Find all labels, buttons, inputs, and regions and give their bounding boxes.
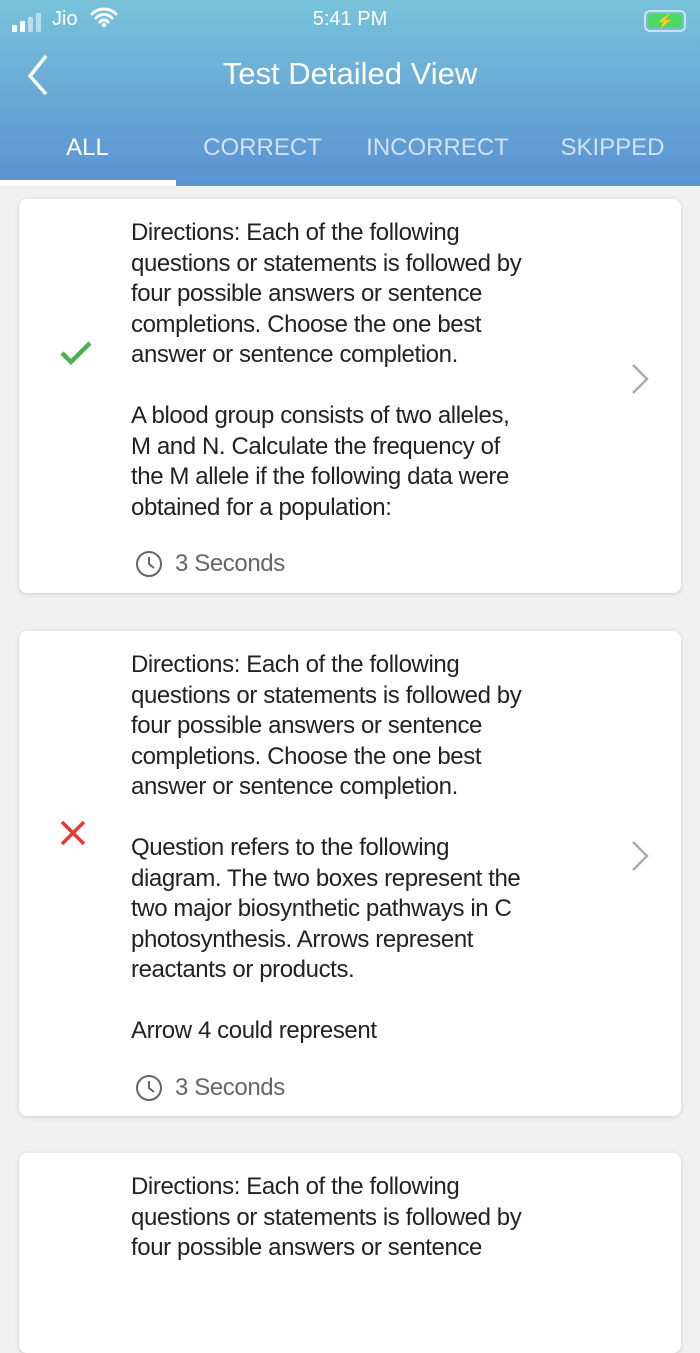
tab-skipped[interactable]: SKIPPED [560,134,665,161]
question-line [131,493,521,524]
chevron-right-icon[interactable] [629,839,653,873]
question-line [131,833,521,864]
line-text: photosynthesis. Arrows represent [131,925,474,953]
question-line [131,925,521,956]
question-text [131,1172,521,1264]
line-text: answer or sentence completion. [131,341,458,368]
question-text [131,218,521,579]
app-header [0,0,700,186]
question-card[interactable] [19,1153,681,1353]
line-text: the M allele if the following data were [131,463,509,490]
clock-icon [135,1074,163,1102]
line-text: reactants or products. [131,956,355,983]
question-line [131,772,521,803]
paragraph-gap [131,803,521,834]
line-text: Question refers to the following [131,834,450,861]
line-text: four possible answers or sentence [131,280,482,307]
carrier-label: Jio [52,8,78,30]
paragraph-gap [131,986,521,1017]
question-line [131,894,521,925]
question-line [131,1172,521,1203]
line-text: Directions: Each of the following [131,219,460,246]
line-text: two major biosynthetic pathways in C [131,895,512,922]
tab-correct[interactable]: CORRECT [203,134,322,161]
filter-tabs [0,134,700,186]
page-title: Test Detailed View [222,56,478,91]
time-taken [135,549,521,579]
question-card[interactable] [19,199,681,593]
time-value: 3 Seconds [175,1073,285,1101]
tab-all[interactable]: ALL [66,134,109,161]
question-line [131,401,521,432]
line-text: four possible answers or sentence [131,1234,482,1261]
time-value: 3 Seconds [175,550,285,577]
question-card[interactable] [19,631,681,1116]
line-text: questions or statements is followed by [131,1203,522,1231]
line-text: completions. Choose the one best [131,310,482,338]
question-line [131,711,521,742]
question-line [131,462,521,493]
question-text [131,650,521,1103]
question-line [131,249,521,280]
question-line [131,1016,521,1047]
line-text: obtained for a population: [131,493,392,521]
line-text: M and N. Calculate the frequency of [131,432,500,460]
time-taken [135,1073,521,1103]
chevron-right-icon[interactable] [629,362,653,396]
tab-incorrect[interactable]: INCORRECT [366,134,509,161]
paragraph-gap [131,371,521,402]
line-text: four possible answers or sentence [131,712,482,739]
question-line [131,310,521,341]
active-tab-indicator [0,180,176,186]
line-text: Directions: Each of the following [131,1173,460,1200]
battery-charging-icon: ⚡ [644,10,686,32]
question-line [131,742,521,773]
question-line [131,432,521,463]
question-line [131,340,521,371]
line-text: A blood group consists of two alleles, [131,402,510,429]
cross-icon [59,819,87,855]
question-line [131,1203,521,1234]
line-text: Arrow 4 could represent [131,1017,377,1044]
question-line [131,681,521,712]
question-line [131,955,521,986]
line-text: diagram. The two boxes represent the [131,864,521,892]
clock: 5:41 PM [312,8,388,30]
line-text: answer or sentence completion. [131,773,458,800]
status-bar [0,6,700,34]
question-line [131,218,521,249]
check-icon [59,340,93,374]
line-text: Directions: Each of the following [131,651,460,678]
line-text: questions or statements is followed by [131,249,522,277]
question-line [131,864,521,895]
clock-icon [135,550,163,578]
question-line [131,279,521,310]
line-text: completions. Choose the one best [131,742,482,770]
question-line [131,1233,521,1264]
question-line [131,650,521,681]
line-text: questions or statements is followed by [131,681,522,709]
